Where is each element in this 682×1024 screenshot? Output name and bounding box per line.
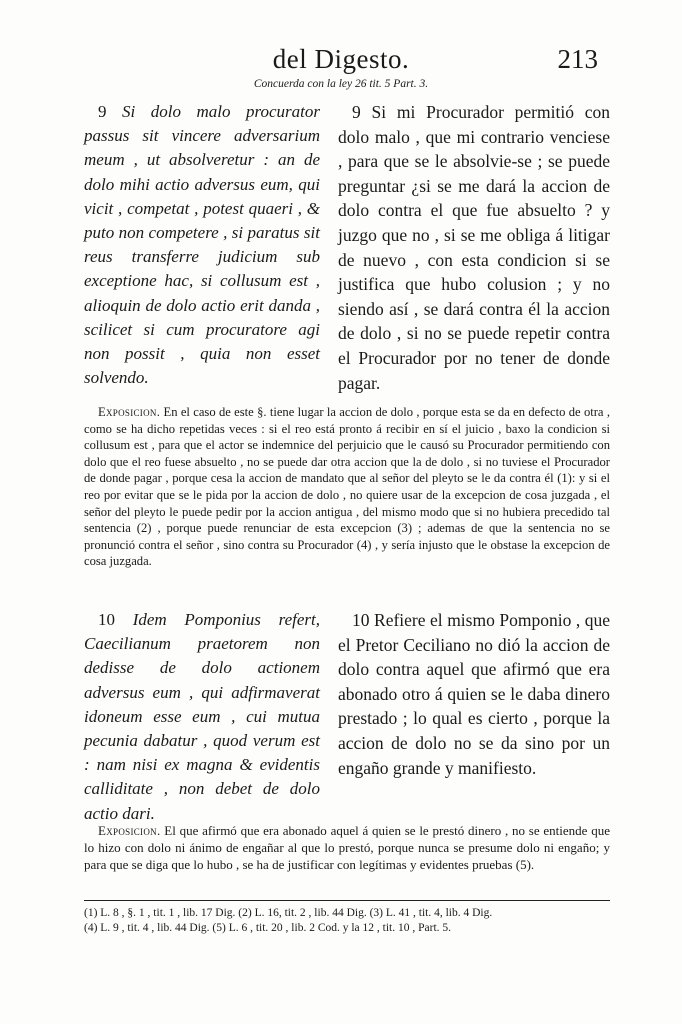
exposicion-paragraph-2 (84, 822, 610, 873)
exposicion-label-2: Exposicion. (98, 823, 161, 838)
spanish-paragraph-10 (338, 608, 610, 780)
spanish-text-10: Refiere el mismo Pomponio , que el Pretor Ceciliano no dió la accion de dolo contra aquel que afirmó que era abonado otro á quien se le daba dinero prestado ; lo qual es cierto , porque la accion de dolo no se da sino por un engaño grande y manifiesto. (338, 610, 611, 778)
latin-paragraph-9 (84, 100, 320, 390)
latin-text-10: Idem Pomponius refert, Caecilianum praetorem non dedisse de dolo actionem adversus eum , qui adfirmaverat idoneum esse eum , cui mutua pecunia dabatur , quod verum est : nam nisi ex magna & evidentis calliditate , non debet de dolo actio dari. (84, 610, 321, 823)
concordance-note: Concuerda con la ley 26 tit. 5 Part. 3. (253, 78, 429, 90)
footnote-rule (84, 900, 610, 901)
running-header-title: del Digesto. (272, 44, 410, 74)
footnote-line: (4) L. 9 , tit. 4 , lib. 44 Dig. (5) L. 6 , tit. 20 , lib. 2 Cod. y la 12 , tit. 10 , Part. 5. (84, 922, 452, 934)
exposicion-label-1: Exposicion. (98, 405, 161, 419)
exposicion-text-1: En el caso de este §. tiene lugar la accion de dolo , porque esta se da en defecto de otra , como se ha dicho repetidas veces : si el reo está pronto á recibir en sí el juicio , baxo la condicion si collusum est , para que el actor se indemnice del perjuicio que le causó su Procurador permitiendo con dolo que el reo fuese absuelto , no se puede dar otra accion que la de dolo , si no tuviese el Procurador de donde pagar , porque cesa la accion de mandato que al señor del pleyto se le da contra él (1): y si el reo por evitar que se le pida por la accion de dolo , no quiere usar de la excepcion de cosa juzgada , el señor del pleyto le puede pedir por la accion antigua , del mismo modo que si no hubiera precedido tal sentencia (2) , porque puede renunciar de esta excepcion (3) ; ademas de que la sentencia no se pronunció contra el señor , sino contra su Procurador (4) , y sería injusto que le obstase la excepcion de cosa juzgada. (84, 405, 610, 569)
paragraph-number-9-spanish: 9 (352, 102, 361, 122)
latin-paragraph-10 (84, 608, 320, 826)
paragraph-number-9-latin: 9 (98, 102, 107, 121)
spanish-paragraph-9 (338, 100, 610, 395)
page-number: 213 (557, 44, 598, 74)
paragraph-number-10-latin: 10 (98, 610, 115, 629)
footnotes (84, 906, 610, 936)
footnote-line: (1) L. 8 , §. 1 , tit. 1 , lib. 17 Dig. (2) L. 16, tit. 2 , lib. 44 Dig. (3) L. 41 , tit. 4, lib. 4 Dig. (84, 907, 493, 919)
latin-text-9: Si dolo malo procurator passus sit vincere adversarium meum , ut absolveretur : an de dolo mihi actio adversus eum, qui vicit , competat , potest quaeri , & puto non competere , si paratus sit reus transferre judicium sub exceptione hac, si collusum est , alioquin de dolo actio erit danda , scilicet si cum procuratore agi non possit , quia non esset solvendo. (84, 102, 320, 388)
exposicion-text-2: El que afirmó que era abonado aquel á quien se le prestó dinero , no se entiende que lo hizo con dolo ni ánimo de engañar al que lo prestó, porque nunca se presume dolo ni engaño; y para que se diga que lo hubo , se ha de justificar con legítimas y evidentes pruebas (5). (84, 823, 610, 872)
exposicion-paragraph-1 (84, 404, 610, 570)
spanish-text-9: Si mi Procurador permitió con dolo malo , que mi contrario venciese , para que se le absolvie-se ; se puede preguntar ¿si se me dará la accion de dolo contra el que fue absuelto ? y juzgo que no , si se me obliga á litigar de nuevo , con esta condicion si se justifica que hubo colusion ; y no siendo así , se dará contra él la accion de dolo , si no se puede repetir contra el Procurador por no tener de donde pagar. (338, 102, 610, 393)
paragraph-number-10-spanish: 10 (352, 610, 370, 630)
